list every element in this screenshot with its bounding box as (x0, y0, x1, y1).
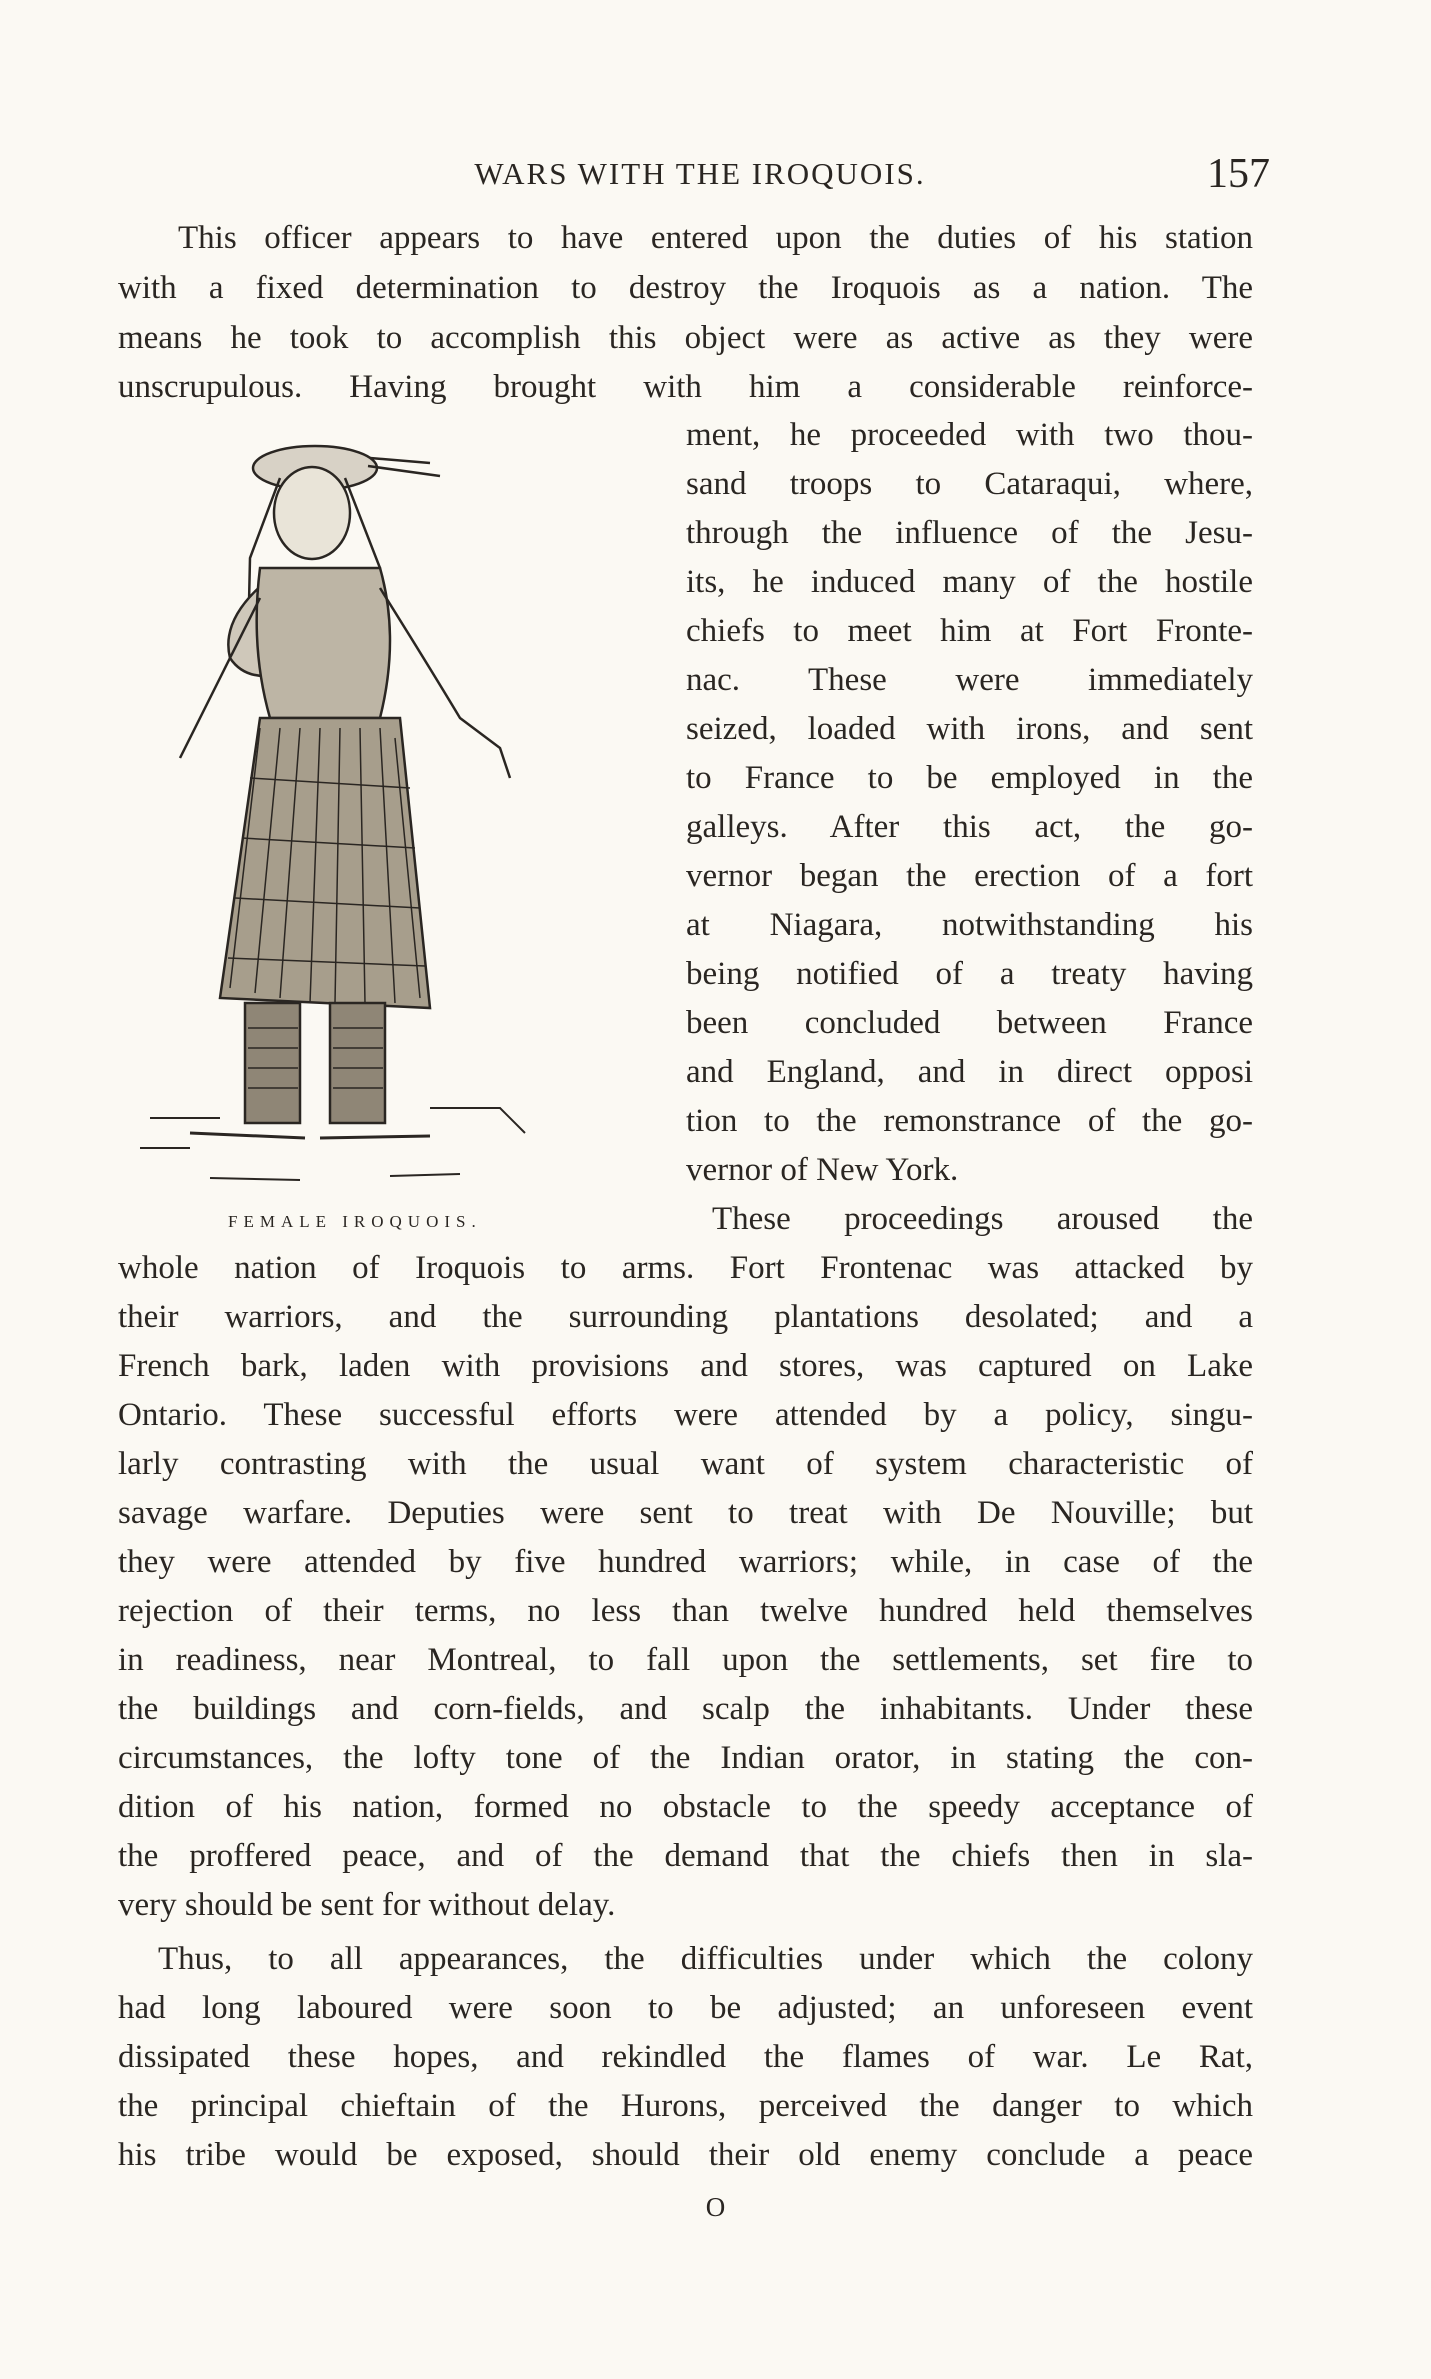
text-line: through the influence of the Jesu- (686, 515, 1253, 551)
text-line: his tribe would be exposed, should their old enemy conclude a peace (118, 2137, 1253, 2173)
text-line: galleys. After this act, the go- (686, 809, 1253, 845)
text-line: vernor of New York. (686, 1152, 959, 1188)
text-line: unscrupulous. Having brought with him a considerable reinforce- (118, 369, 1253, 405)
page-header (130, 150, 1270, 210)
text-line: the principal chieftain of the Hurons, perceived the danger to which (118, 2088, 1253, 2124)
female-iroquois-illustration (130, 418, 610, 1198)
text-line: and England, and in direct opposi (686, 1054, 1253, 1090)
right-legging (330, 1003, 385, 1123)
text-line: dition of his nation, formed no obstacle to the speedy acceptance of (118, 1789, 1253, 1825)
text-line: chiefs to meet him at Fort Fronte- (686, 613, 1253, 649)
figure-caption: FEMALE IROQUOIS. (228, 1212, 482, 1231)
text-line: nac. These were immediately (686, 662, 1253, 698)
text-line: This officer appears to have entered upon the duties of his station (178, 220, 1253, 256)
running-head: WARS WITH THE IROQUOIS. (474, 156, 926, 191)
text-line: whole nation of Iroquois to arms. Fort Frontenac was attacked by (118, 1250, 1253, 1286)
text-line: means he took to accomplish this object were as active as they were (118, 320, 1253, 356)
head-shape (274, 467, 350, 559)
text-line: its, he induced many of the hostile (686, 564, 1253, 600)
text-line: rejection of their terms, no less than twelve hundred held themselves (118, 1593, 1253, 1629)
text-line: vernor began the erection of a fort (686, 858, 1253, 894)
signature-mark: O (705, 2192, 726, 2222)
left-legging (245, 1003, 300, 1123)
text-line: the buildings and corn-fields, and scalp the inhabitants. Under these (118, 1691, 1253, 1727)
text-line: dissipated these hopes, and rekindled the flames of war. Le Rat, (118, 2039, 1253, 2075)
text-line: to France to be employed in the (686, 760, 1253, 796)
text-line: very should be sent for without delay. (118, 1887, 616, 1923)
text-line: Thus, to all appearances, the difficulties under which the colony (158, 1941, 1253, 1977)
text-line: in readiness, near Montreal, to fall upon the settlements, set fire to (118, 1642, 1253, 1678)
text-line: circumstances, the lofty tone of the Indian orator, in stating the con- (118, 1740, 1253, 1776)
text-line: being notified of a treaty having (686, 956, 1253, 992)
text-line: they were attended by five hundred warriors; while, in case of the (118, 1544, 1253, 1580)
text-line: These proceedings aroused the (712, 1201, 1253, 1237)
text-line: had long laboured were soon to be adjusted; an unforeseen event (118, 1990, 1253, 2026)
text-line: tion to the remonstrance of the go- (686, 1103, 1253, 1139)
text-line: ment, he proceeded with two thou- (686, 417, 1253, 453)
text-line: been concluded between France (686, 1005, 1253, 1041)
text-line: sand troops to Cataraqui, where, (686, 466, 1253, 502)
text-line: their warriors, and the surrounding plantations desolated; and a (118, 1299, 1253, 1335)
page-number: 157 (1207, 151, 1270, 197)
text-line: with a fixed determination to destroy the Iroquois as a nation. The (118, 270, 1253, 306)
text-line: Ontario. These successful efforts were attended by a policy, singu- (118, 1397, 1253, 1433)
text-line: at Niagara, notwithstanding his (686, 907, 1253, 943)
text-line: larly contrasting with the usual want of system characteristic of (118, 1446, 1253, 1482)
text-line: the proffered peace, and of the demand that the chiefs then in sla- (118, 1838, 1253, 1874)
text-line: savage warfare. Deputies were sent to treat with De Nouville; but (118, 1495, 1253, 1531)
woodcut-figure (130, 418, 610, 1198)
text-line: seized, loaded with irons, and sent (686, 711, 1253, 747)
torso-shape (257, 568, 390, 718)
feet-shape (190, 1133, 430, 1138)
text-line: French bark, laden with provisions and stores, was captured on Lake (118, 1348, 1253, 1384)
